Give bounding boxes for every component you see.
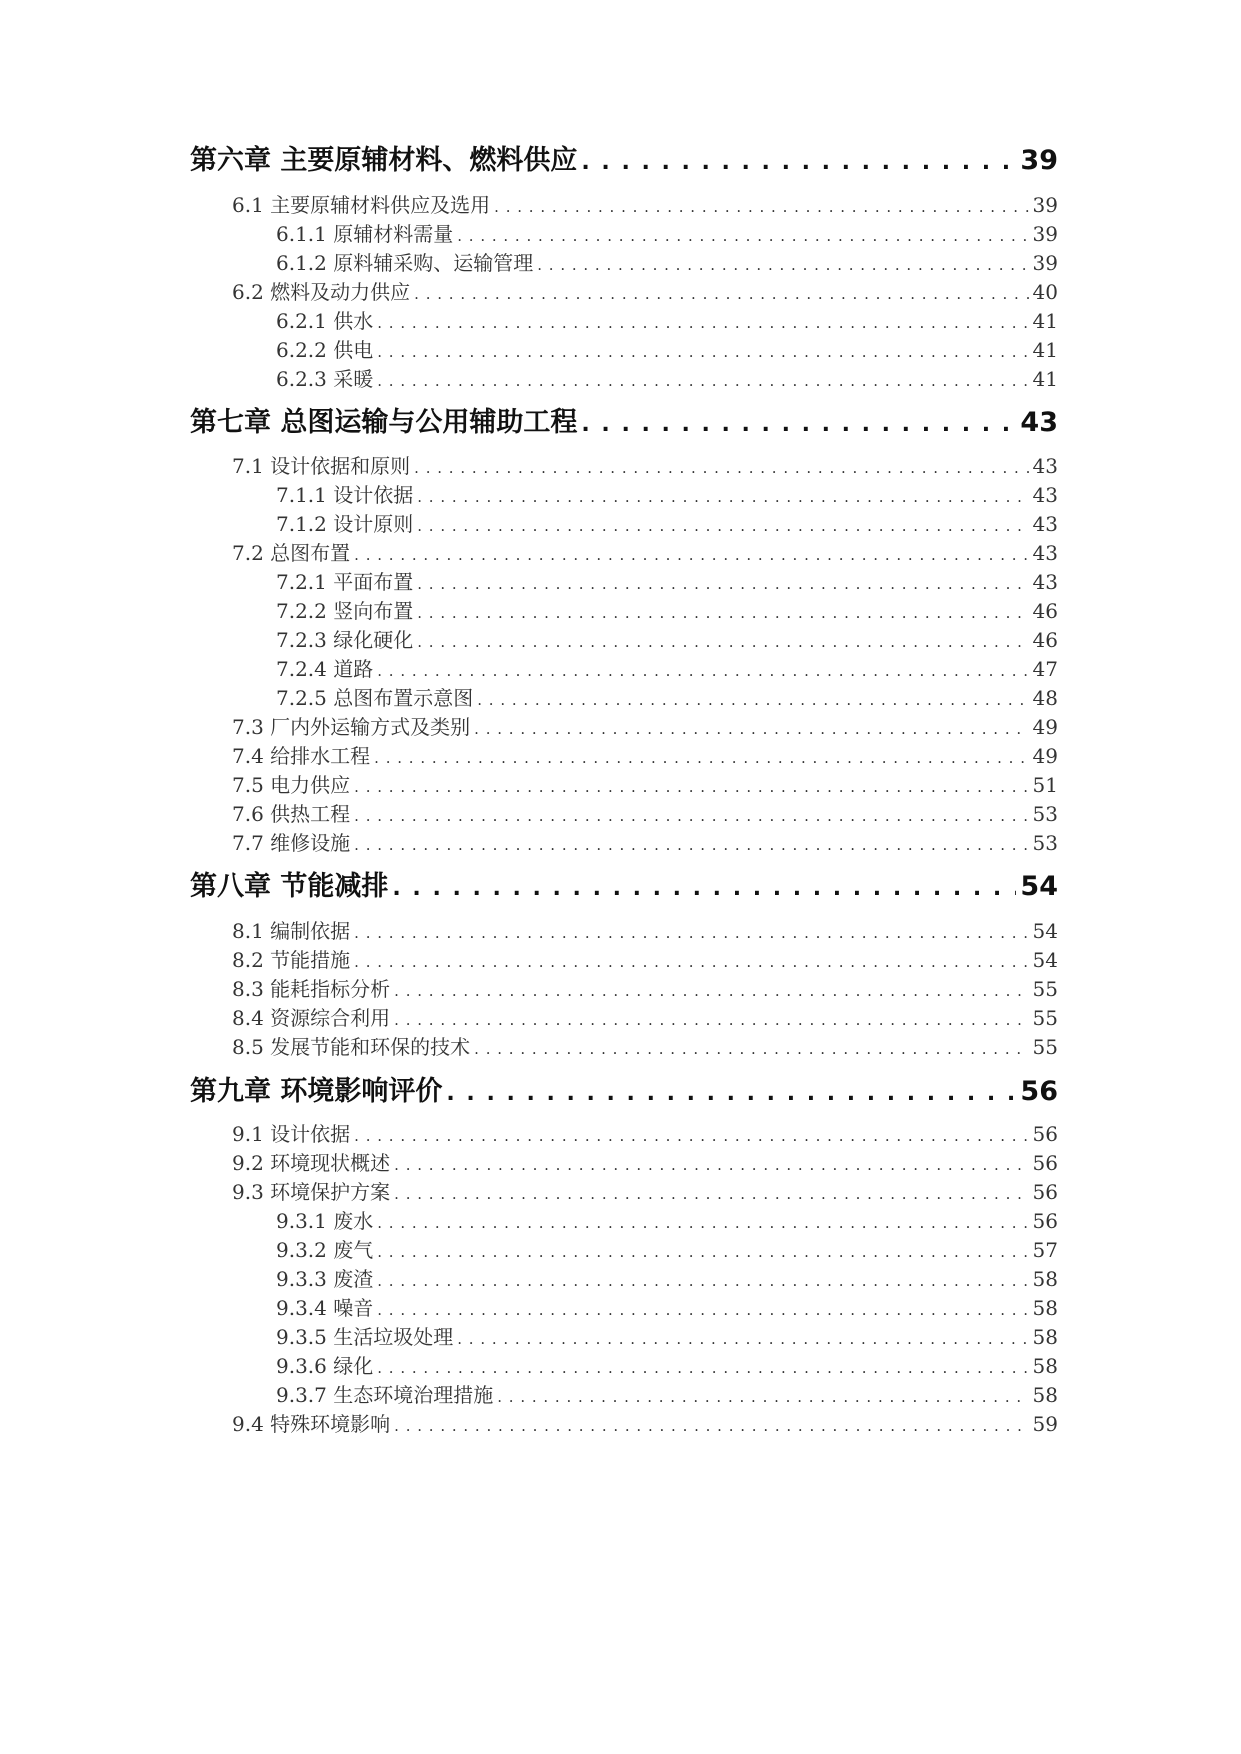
toc-page-number: 58 — [1032, 1354, 1058, 1378]
toc-section-entry[interactable] — [232, 276, 1058, 304]
toc-page-number: 41 — [1032, 338, 1058, 362]
toc-section-entry[interactable] — [276, 1234, 1058, 1262]
toc-section-entry[interactable] — [232, 537, 1058, 565]
toc-entry-title: 9.3.2 废气 — [276, 1238, 374, 1262]
toc-page-number: 54 — [1020, 871, 1058, 902]
toc-dot-leader — [392, 876, 1016, 901]
toc-section-entry[interactable] — [276, 624, 1058, 652]
toc-dot-leader — [394, 1156, 1028, 1174]
toc-page-number: 43 — [1032, 541, 1058, 565]
toc-entry-title: 9.3.7 生态环境治理措施 — [276, 1383, 494, 1407]
toc-section-entry[interactable] — [232, 1176, 1058, 1204]
toc-page-number: 40 — [1032, 280, 1058, 304]
toc-entry-title: 9.1 设计依据 — [232, 1122, 351, 1146]
toc-page-number: 43 — [1032, 483, 1058, 507]
toc-page-number: 56 — [1032, 1151, 1058, 1175]
toc-entry-title: 8.5 发展节能和环保的技术 — [232, 1035, 471, 1059]
toc-entry-title: 7.3 厂内外运输方式及类别 — [232, 715, 471, 739]
toc-entry-title: 9.3.4 噪音 — [276, 1296, 374, 1320]
toc-dot-leader — [537, 256, 1028, 274]
toc-entry-title: 9.3 环境保护方案 — [232, 1180, 391, 1204]
toc-page-number: 58 — [1032, 1296, 1058, 1320]
toc-section-entry[interactable] — [232, 1031, 1058, 1059]
toc-page-number: 54 — [1032, 919, 1058, 943]
toc-dot-leader — [377, 1359, 1028, 1377]
toc-dot-leader — [377, 314, 1028, 332]
toc-entry-title: 6.1.1 原辅材料需量 — [276, 222, 454, 246]
toc-page-number: 58 — [1032, 1325, 1058, 1349]
toc-dot-leader — [354, 953, 1028, 971]
toc-page-number: 56 — [1020, 1076, 1058, 1107]
toc-entry-title: 7.2.4 道路 — [276, 657, 374, 681]
toc-entry-title: 7.2.5 总图布置示意图 — [276, 686, 474, 710]
toc-page-number: 43 — [1032, 570, 1058, 594]
toc-page-number: 59 — [1032, 1412, 1058, 1436]
toc-dot-leader — [474, 720, 1028, 738]
toc-dot-leader — [377, 372, 1028, 390]
toc-entry-title: 7.5 电力供应 — [232, 773, 351, 797]
toc-section-entry[interactable] — [276, 566, 1058, 594]
toc-chapter-entry[interactable] — [190, 400, 1058, 436]
toc-entry-title: 7.2.1 平面布置 — [276, 570, 414, 594]
toc-section-entry[interactable] — [232, 798, 1058, 826]
toc-dot-leader — [417, 517, 1028, 535]
toc-dot-leader — [417, 633, 1028, 651]
toc-page-number: 56 — [1032, 1209, 1058, 1233]
toc-page-number: 55 — [1032, 977, 1058, 1001]
toc-entry-title: 9.3.5 生活垃圾处理 — [276, 1325, 454, 1349]
toc-page-number: 41 — [1032, 309, 1058, 333]
toc-page-number: 56 — [1032, 1180, 1058, 1204]
toc-entry-title: 8.1 编制依据 — [232, 919, 351, 943]
toc-section-entry[interactable] — [276, 305, 1058, 333]
toc-dot-leader — [474, 1040, 1028, 1058]
toc-section-entry[interactable] — [276, 508, 1058, 536]
toc-entry-title: 8.3 能耗指标分析 — [232, 977, 391, 1001]
toc-entry-title: 7.1.1 设计依据 — [276, 483, 414, 507]
toc-entry-title: 9.3.3 废渣 — [276, 1267, 374, 1291]
toc-page-number: 39 — [1032, 222, 1058, 246]
toc-entry-title: 8.2 节能措施 — [232, 948, 351, 972]
toc-section-entry[interactable] — [276, 479, 1058, 507]
toc-dot-leader — [494, 198, 1028, 216]
toc-dot-leader — [377, 1272, 1028, 1290]
toc-entry-title: 7.7 维修设施 — [232, 831, 351, 855]
toc-entry-title: 7.2.2 竖向布置 — [276, 599, 414, 623]
toc-dot-leader — [414, 285, 1028, 303]
toc-dot-leader — [497, 1388, 1028, 1406]
toc-dot-leader — [377, 662, 1028, 680]
toc-dot-leader — [446, 1081, 1016, 1106]
toc-section-entry[interactable] — [276, 1321, 1058, 1349]
toc-dot-leader — [354, 836, 1028, 854]
toc-page-number: 39 — [1032, 193, 1058, 217]
toc-page-number: 43 — [1020, 407, 1058, 438]
toc-entry-title: 7.4 给排水工程 — [232, 744, 371, 768]
toc-page-number: 55 — [1032, 1006, 1058, 1030]
toc-section-entry[interactable] — [232, 769, 1058, 797]
toc-section-entry[interactable] — [232, 1408, 1058, 1436]
toc-dot-leader — [417, 604, 1028, 622]
toc-dot-leader — [377, 343, 1028, 361]
toc-dot-leader — [417, 575, 1028, 593]
toc-page-number: 49 — [1032, 715, 1058, 739]
toc-entry-title: 第七章 总图运输与公用辅助工程 — [190, 407, 578, 438]
toc-entry-title: 6.1 主要原辅材料供应及选用 — [232, 193, 491, 217]
toc-entry-title: 6.1.2 原料辅采购、运输管理 — [276, 251, 534, 275]
toc-page-number: 47 — [1032, 657, 1058, 681]
toc-section-entry[interactable] — [232, 973, 1058, 1001]
toc-dot-leader — [477, 691, 1028, 709]
toc-section-entry[interactable] — [232, 189, 1058, 217]
toc-section-entry[interactable] — [276, 1263, 1058, 1291]
toc-page-number: 39 — [1020, 145, 1058, 176]
toc-section-entry[interactable] — [276, 218, 1058, 246]
toc-section-entry[interactable] — [276, 653, 1058, 681]
toc-entry-title: 9.3.6 绿化 — [276, 1354, 374, 1378]
toc-entry-title: 7.2 总图布置 — [232, 541, 351, 565]
toc-dot-leader — [581, 150, 1016, 175]
toc-page-number: 48 — [1032, 686, 1058, 710]
toc-entry-title: 7.2.3 绿化硬化 — [276, 628, 414, 652]
toc-dot-leader — [354, 778, 1028, 796]
toc-page-number: 46 — [1032, 628, 1058, 652]
toc-entry-title: 6.2.2 供电 — [276, 338, 374, 362]
toc-dot-leader — [377, 1214, 1028, 1232]
toc-entry-title: 7.1.2 设计原则 — [276, 512, 414, 536]
toc-entry-title: 7.1 设计依据和原则 — [232, 454, 411, 478]
toc-entry-title: 第八章 节能减排 — [190, 871, 389, 902]
toc-dot-leader — [457, 1330, 1028, 1348]
toc-section-entry[interactable] — [276, 334, 1058, 362]
toc-page-number: 54 — [1032, 948, 1058, 972]
toc-page-number: 39 — [1032, 251, 1058, 275]
toc-dot-leader — [377, 1243, 1028, 1261]
toc-page-number: 49 — [1032, 744, 1058, 768]
toc-dot-leader — [377, 1301, 1028, 1319]
toc-dot-leader — [354, 807, 1028, 825]
toc-dot-leader — [394, 1185, 1028, 1203]
toc-chapter-entry[interactable] — [190, 864, 1058, 900]
toc-dot-leader — [394, 1417, 1028, 1435]
toc-section-entry[interactable] — [232, 827, 1058, 855]
toc-section-entry[interactable] — [232, 1147, 1058, 1175]
toc-dot-leader — [354, 924, 1028, 942]
toc-page-number: 53 — [1032, 831, 1058, 855]
toc-entry-title: 9.2 环境现状概述 — [232, 1151, 391, 1175]
toc-page-number: 41 — [1032, 367, 1058, 391]
toc-dot-leader — [417, 488, 1028, 506]
toc-dot-leader — [457, 227, 1028, 245]
toc-section-entry[interactable] — [232, 1118, 1058, 1146]
toc-dot-leader — [374, 749, 1028, 767]
toc-section-entry[interactable] — [276, 363, 1058, 391]
toc-dot-leader — [354, 1127, 1028, 1145]
toc-entry-title: 6.2 燃料及动力供应 — [232, 280, 411, 304]
toc-page-number: 53 — [1032, 802, 1058, 826]
toc-section-entry[interactable] — [276, 1205, 1058, 1233]
toc-section-entry[interactable] — [276, 595, 1058, 623]
toc-section-entry[interactable] — [232, 915, 1058, 943]
toc-chapter-entry[interactable] — [190, 138, 1058, 174]
toc-section-entry[interactable] — [232, 711, 1058, 739]
toc-entry-title: 9.4 特殊环境影响 — [232, 1412, 391, 1436]
toc-chapter-entry[interactable] — [190, 1069, 1058, 1105]
toc-page-number: 46 — [1032, 599, 1058, 623]
toc-entry-title: 8.4 资源综合利用 — [232, 1006, 391, 1030]
toc-entry-title: 第九章 环境影响评价 — [190, 1076, 443, 1107]
toc-page-number: 58 — [1032, 1267, 1058, 1291]
toc-section-entry[interactable] — [276, 1379, 1058, 1407]
toc-section-entry[interactable] — [276, 1350, 1058, 1378]
toc-page-number: 56 — [1032, 1122, 1058, 1146]
toc-section-entry[interactable] — [232, 740, 1058, 768]
toc-entry-title: 6.2.1 供水 — [276, 309, 374, 333]
toc-section-entry[interactable] — [276, 682, 1058, 710]
toc-page-number: 57 — [1032, 1238, 1058, 1262]
toc-entry-title: 第六章 主要原辅材料、燃料供应 — [190, 145, 578, 176]
toc-page-number: 43 — [1032, 454, 1058, 478]
toc-section-entry[interactable] — [232, 944, 1058, 972]
toc-entry-title: 9.3.1 废水 — [276, 1209, 374, 1233]
toc-page-number: 51 — [1032, 773, 1058, 797]
toc-section-entry[interactable] — [276, 1292, 1058, 1320]
toc-page-number: 58 — [1032, 1383, 1058, 1407]
toc-dot-leader — [354, 546, 1028, 564]
toc-section-entry[interactable] — [232, 450, 1058, 478]
toc-dot-leader — [394, 1011, 1028, 1029]
toc-section-entry[interactable] — [276, 247, 1058, 275]
toc-dot-leader — [414, 459, 1028, 477]
toc-entry-title: 7.6 供热工程 — [232, 802, 351, 826]
toc-page-number: 55 — [1032, 1035, 1058, 1059]
toc-entry-title: 6.2.3 采暖 — [276, 367, 374, 391]
toc-page-number: 43 — [1032, 512, 1058, 536]
toc-dot-leader — [394, 982, 1028, 1000]
toc-dot-leader — [581, 412, 1016, 437]
toc-section-entry[interactable] — [232, 1002, 1058, 1030]
